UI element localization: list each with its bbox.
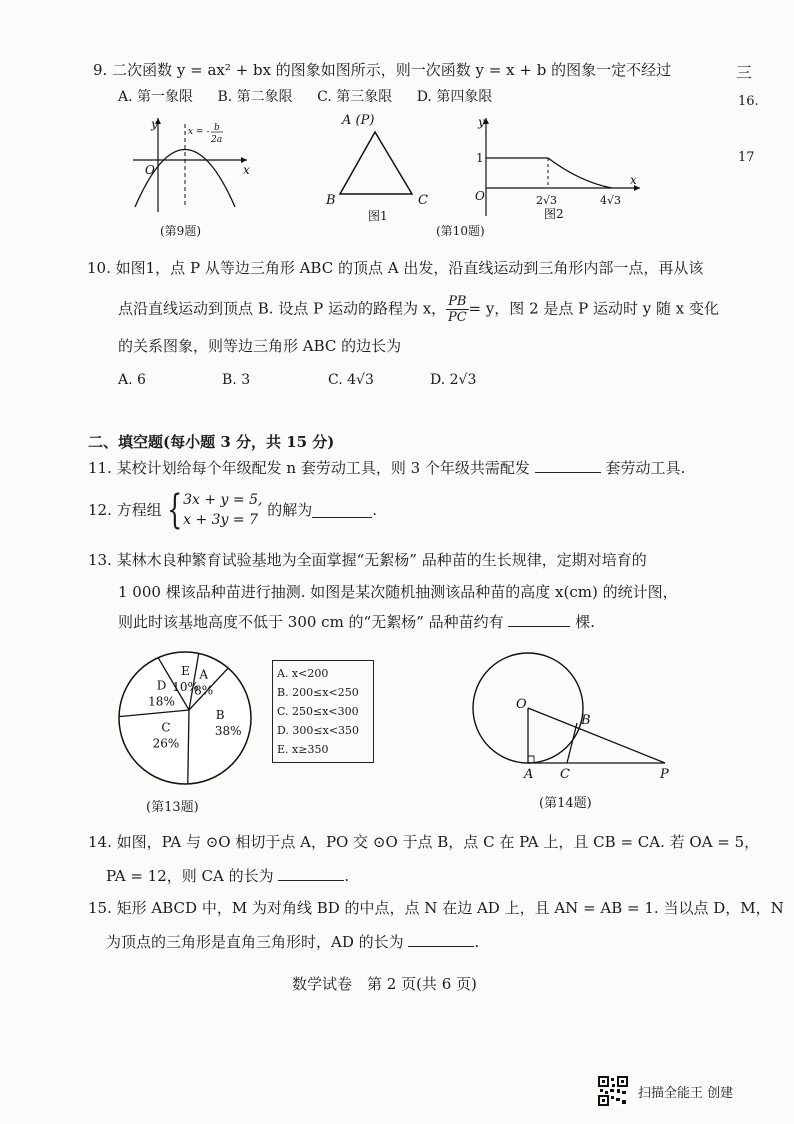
- q9-origin-label: O: [145, 163, 155, 177]
- q12-eq1: 3x + y = 5,: [183, 492, 263, 508]
- q14-line2: [106, 866, 349, 886]
- q14-caption: (第14题): [539, 796, 592, 811]
- pie-category-d: D: [156, 678, 167, 693]
- q14-circle-figure: [460, 646, 675, 786]
- q14-line1-text: 如图，PA 与 ⊙O 相切于点 A，PO 交 ⊙O 于点 B，点 C 在 PA 上，且 CB = CA. 若 OA = 5，: [116, 833, 760, 851]
- q14-line2-b: .: [344, 867, 350, 885]
- q11-before: 某校计划给每个年级配发 n 套劳动工具，则 3 个年级共需配发: [116, 459, 530, 477]
- q9-frac-num: b: [214, 123, 220, 133]
- q10-option-d: D. 2√3: [430, 372, 477, 388]
- q9-option-a: A. 第一象限: [118, 89, 194, 105]
- q9-options: [118, 86, 492, 106]
- pie-category-c: C: [161, 720, 171, 735]
- scanner-text: 扫描全能王 创建: [638, 1085, 734, 1101]
- pie-value-c: 26%: [152, 736, 180, 751]
- q12-system: [183, 490, 262, 530]
- q13-caption: (第13题): [146, 800, 199, 815]
- q10-line1: [87, 258, 703, 278]
- scanner-watermark: [598, 1076, 733, 1106]
- q11-answer-blank[interactable]: [535, 458, 601, 473]
- q9-caption: (第9题): [160, 224, 201, 238]
- q13-line3: [118, 612, 595, 632]
- pie-value-d: 18%: [148, 694, 175, 709]
- q13-line3-a: 则此时该基地高度不低于 300 cm 的“无絮杨” 品种苗约有: [118, 613, 504, 631]
- q10-line1-text: 如图1，点 P 从等边三角形 ABC 的顶点 A 出发，沿直线运动到三角形内部一点，再从该: [115, 259, 704, 277]
- q15-number: 15.: [88, 899, 112, 917]
- q13-legend-b: B. 200≤x<250: [277, 686, 359, 699]
- q10-fig2-graph: [470, 112, 645, 222]
- q15-line1: [88, 898, 784, 918]
- pie-category-a: A: [199, 667, 209, 682]
- q12-after: 的解为: [267, 501, 313, 519]
- q13-pie-chart: [115, 648, 255, 788]
- q9-text: 二次函数 y = ax² + bx 的图象如图所示，则一次函数 y = x + b 的图象一定不经过: [112, 61, 672, 79]
- q10-fraction: [446, 294, 468, 325]
- q14-number: 14.: [88, 833, 112, 851]
- q14-line2-a: PA = 12，则 CA 的长为: [106, 867, 274, 885]
- q10-caption: (第10题): [436, 224, 485, 238]
- q14-line1: [88, 832, 759, 852]
- pie-category-e: E: [181, 664, 190, 679]
- q10-fig2-tick-one: 1: [476, 151, 484, 165]
- q13-line2: 1 000 棵该品种苗进行抽测. 如图是某次随机抽测该品种苗的高度 x(cm) 的统计图，: [118, 583, 678, 601]
- q9-number: 9.: [93, 61, 108, 79]
- q15-line2-a: 为顶点的三角形是直角三角形时，AD 的长为: [106, 933, 404, 951]
- q12-eq2: x + 3y = 7: [183, 512, 258, 528]
- q10-fig2-label: 图2: [544, 207, 564, 221]
- q14-label-b: B: [581, 713, 591, 728]
- q13-line1-text: 某林木良种繁育试验基地为全面掌握“无絮杨” 品种苗的生长规律，定期对培育的: [116, 551, 647, 569]
- q9-option-c: C. 第三象限: [317, 89, 393, 105]
- q13-legend-d: D. 300≤x<350: [277, 724, 360, 737]
- q10-fig2-y-label: y: [478, 115, 485, 129]
- q15-line2: [106, 932, 479, 952]
- q10-option-a: A. 6: [118, 372, 146, 388]
- q12-end: .: [372, 501, 378, 519]
- q9-frac-den: 2a: [211, 135, 223, 145]
- section2-title: 二、填空题(每小题 3 分，共 15 分): [88, 433, 335, 451]
- q12-before: 方程组: [116, 501, 162, 519]
- q12-number: 12.: [88, 501, 112, 519]
- page-footer: 数学试卷 第 2 页(共 6 页): [292, 975, 477, 993]
- side-q17: 17: [738, 150, 755, 165]
- q10-line2-a: 点沿直线运动到顶点 B. 设点 P 运动的路程为 x，: [118, 299, 447, 318]
- q15-answer-blank[interactable]: [408, 932, 474, 947]
- q11: [88, 458, 685, 478]
- qr-code-icon: [598, 1076, 628, 1106]
- q10-fig1-vertex-a: A (P): [342, 113, 375, 128]
- q13-legend-c: C. 250≤x<300: [277, 705, 359, 718]
- q13-answer-blank[interactable]: [508, 612, 570, 627]
- q10-number: 10.: [87, 259, 111, 277]
- q13-number: 13.: [88, 551, 112, 569]
- q10-fig1-vertex-b: B: [326, 193, 336, 208]
- q9-option-d: D. 第四象限: [416, 89, 493, 105]
- q10-line3: 的关系图象，则等边三角形 ABC 的边长为: [118, 337, 402, 355]
- q10-fig1-triangle: [320, 112, 440, 222]
- q9-parabola-graph: [125, 112, 255, 214]
- q15-line1-text: 矩形 ABCD 中，M 为对角线 BD 的中点，点 N 在边 AD 上，且 AN = AB = 1. 当以点 D，M，N: [116, 899, 784, 917]
- q14-label-o: O: [516, 697, 527, 712]
- pie-value-b: 38%: [214, 723, 242, 738]
- q14-answer-blank[interactable]: [278, 866, 344, 881]
- q9-x-label: x: [243, 163, 250, 177]
- q13-legend-a: A. x<200: [277, 667, 329, 680]
- side-q16: 16.: [738, 94, 759, 109]
- q9-option-b: B. 第二象限: [217, 89, 293, 105]
- q13-legend: [272, 660, 374, 763]
- q12: [88, 487, 378, 533]
- q10-frac-den: PC: [447, 310, 467, 325]
- q10-line2-b: = y，图 2 是点 P 运动时 y 随 x 变化: [468, 299, 720, 318]
- q10-fig2-tick-2r3: 2√3: [536, 194, 558, 207]
- q9-axis-label: x = -: [188, 127, 210, 137]
- q10-fig1-label: 图1: [368, 209, 388, 222]
- q10-fig2-x-label: x: [630, 173, 637, 187]
- q10-option-c: C. 4√3: [328, 372, 374, 388]
- q10-option-b: B. 3: [222, 372, 251, 388]
- pie-value-a: 8%: [194, 683, 214, 698]
- q10-fig2-origin: O: [475, 189, 485, 203]
- pie-category-b: B: [215, 707, 225, 722]
- q11-number: 11.: [88, 459, 112, 477]
- q12-answer-blank[interactable]: [312, 503, 372, 518]
- q10-line2: [118, 294, 719, 325]
- q9-y-label: y: [151, 117, 158, 131]
- pie-value-e: 10%: [172, 680, 199, 695]
- q10-frac-num: PB: [448, 294, 467, 309]
- q15-line2-b: .: [474, 933, 480, 951]
- q12-brace: {: [166, 487, 183, 533]
- q9-stem: [93, 60, 671, 80]
- q14-label-a: A: [524, 767, 534, 782]
- q10-fig2-curve: [548, 158, 612, 188]
- q13-legend-e: E. x≥350: [277, 743, 329, 756]
- q10-fig2-tick-4r3: 4√3: [600, 194, 622, 207]
- q11-after: 套劳动工具.: [605, 459, 686, 477]
- side-mark: 三: [736, 63, 753, 82]
- q14-label-p: P: [660, 767, 669, 782]
- q10-fig1-vertex-c: C: [418, 193, 428, 208]
- q13-line3-b: 棵.: [575, 613, 596, 631]
- q13-line1: [88, 550, 647, 570]
- q14-label-c: C: [560, 767, 570, 782]
